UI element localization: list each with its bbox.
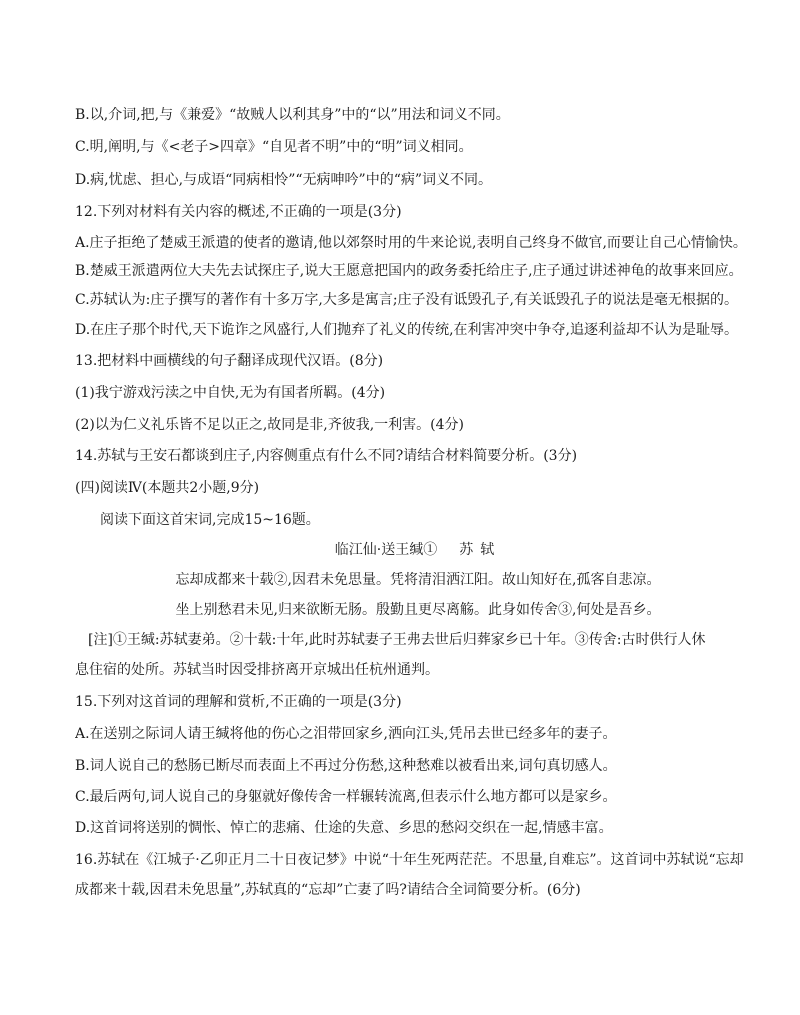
poem-title: 临江仙·送王缄①: [334, 542, 438, 558]
q11-option-c: C.明,阐明,与《<老子>四章》“自见者不明”中的“明”词义相同。: [75, 139, 473, 155]
q12-option-a: A.庄子拒绝了楚威王派遣的使者的邀请,他以郊祭时用的牛来论说,表明自己终身不做官,而要让自己心情愉快。: [75, 235, 747, 251]
q11-option-b: B.以,介词,把,与《兼爱》“故贼人以利其身”中的“以”用法和词义不同。: [75, 107, 510, 123]
poem-note-line-1: [注]①王缄:苏轼妻弟。②十载:十年,此时苏轼妻子王弗去世后归葬家乡已十年。③传舍:古时供行人休: [88, 632, 706, 648]
poem-line-1: 忘却成都来十载②,因君未免思量。凭将清泪洒江阳。故山知好在,孤客自悲凉。: [175, 572, 661, 588]
q15-option-d: D.这首词将送别的惆怅、悼亡的悲痛、仕途的失意、乡思的愁闷交织在一起,情感丰富。: [75, 820, 613, 836]
q15-option-b: B.词人说自己的愁肠已断尽而表面上不再过分伤愁,这种愁难以被看出来,词句真切感人。: [75, 758, 617, 774]
q16-stem-line-2: 成都来十载,因君未免思量”,苏轼真的“忘却”亡妻了吗?请结合全词简要分析。(6分): [75, 882, 581, 898]
q11-option-d: D.病,忧虑、担心,与成语“同病相怜”“无病呻吟”中的“病”词义不同。: [75, 172, 493, 188]
q12-stem: 12.下列对材料有关内容的概述,不正确的一项是(3分): [75, 204, 402, 220]
q15-option-c: C.最后两句,词人说自己的身躯就好像传舍一样辗转流离,但表示什么地方都可以是家乡。: [75, 789, 617, 805]
q13-stem: 13.把材料中画横线的句子翻译成现代汉语。(8分): [75, 353, 384, 369]
q14-stem: 14.苏轼与王安石都谈到庄子,内容侧重点有什么不同?请结合材料简要分析。(3分): [75, 448, 578, 464]
q12-option-c: C.苏轼认为:庄子撰写的著作有十多万字,大多是寓言;庄子没有诋毁孔子,有关诋毁孔子的说法是毫无根据的。: [75, 292, 738, 308]
section4-heading: (四)阅读Ⅳ(本题共2小题,9分): [75, 480, 260, 496]
q15-option-a: A.在送别之际词人请王缄将他的伤心之泪带回家乡,洒向江头,凭吊去世已经多年的妻子。: [75, 726, 617, 742]
poem-line-2: 坐上别愁君未见,归来欲断无肠。殷勤且更尽离觞。此身如传舍③,何处是吾乡。: [175, 602, 661, 618]
q16-stem-line-1: 16.苏轼在《江城子·乙卯正月二十日夜记梦》中说“十年生死两茫茫。不思量,自难忘”。这首词中苏轼说“忘却: [75, 852, 744, 868]
q12-option-b: B.楚威王派遣两位大夫先去试探庄子,说大王愿意把国内的政务委托给庄子,庄子通过讲述神龟的故事来回应。: [75, 263, 743, 279]
poem-author: 苏轼: [459, 542, 502, 558]
poem-note-line-2: 息住宿的处所。苏轼当时因受排挤离开京城出任杭州通判。: [75, 662, 439, 678]
q13-item-2: (2)以为仁义礼乐皆不足以正之,故同是非,齐彼我,一利害。(4分): [75, 417, 465, 433]
q13-item-1: (1)我宁游戏污渎之中自快,无为有国者所羁。(4分): [75, 385, 386, 401]
q12-option-d: D.在庄子那个时代,天下诡诈之风盛行,人们抛弃了礼义的传统,在利害冲突中争夺,追逐利益却不认为是耻辱。: [75, 322, 738, 338]
section4-instruction: 阅读下面这首宋词,完成15~16题。: [100, 512, 320, 528]
q15-stem: 15.下列对这首词的理解和赏析,不正确的一项是(3分): [75, 694, 402, 710]
poem-title-line: [0, 540, 800, 560]
